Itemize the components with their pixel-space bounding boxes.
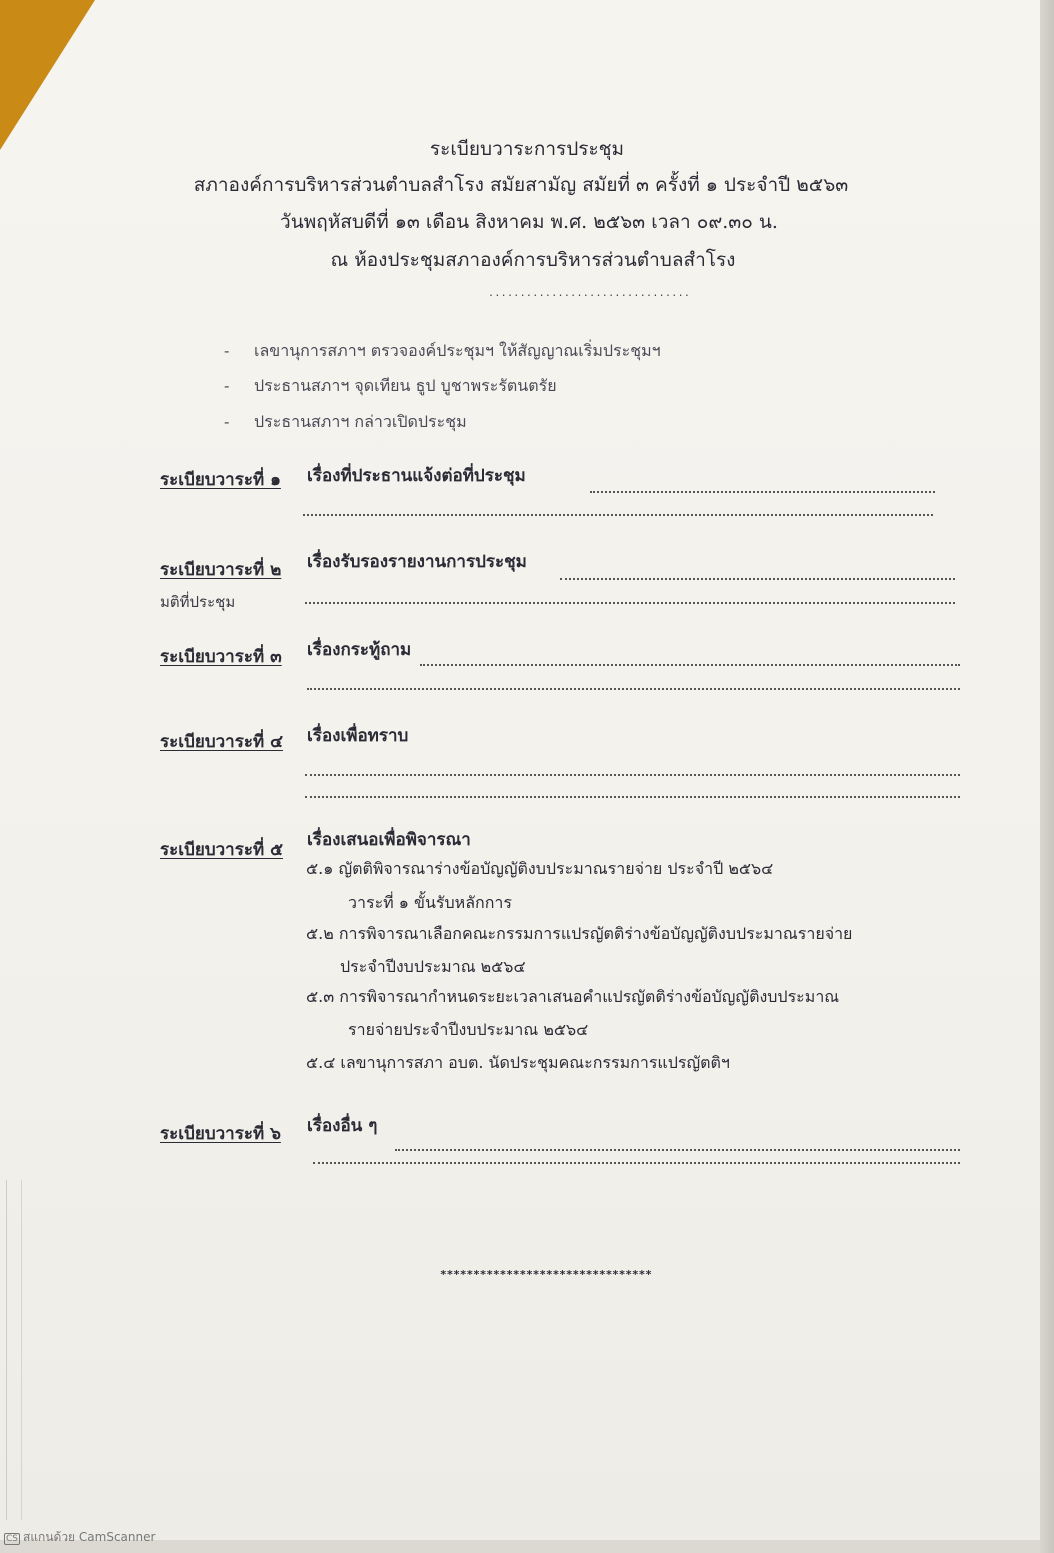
closing-asterisks: ******************************** [440,1268,652,1281]
agenda-2-title: เรื่องรับรองรายงานการประชุม [307,552,527,572]
fill-line [313,1160,960,1164]
meeting-date-line: วันพฤหัสบดีที่ ๑๓ เดือน สิงหาคม พ.ศ. ๒๕๖๓ เวลา ๐๙.๓๐ น. [280,211,778,233]
fill-line [420,662,960,666]
paper-stack-edge [6,1180,22,1520]
meeting-venue-line: ณ ห้องประชุมสภาองค์การบริหารส่วนตำบลสำโรง [330,249,736,271]
agenda-6-title: เรื่องอื่น ๆ [307,1116,378,1136]
fill-line [305,772,960,776]
agenda-5-item-1-detail: วาระที่ ๑ ขั้นรับหลักการ [348,893,512,912]
fill-line [305,794,960,798]
scanner-watermark [4,1528,155,1547]
opening-item-3: - ประธานสภาฯ กล่าวเปิดประชุม [224,412,467,431]
document-title: ระเบียบวาระการประชุม [429,138,625,160]
agenda-6-label: ระเบียบวาระที่ ๖ [160,1124,281,1144]
bullet-dash: - [224,341,230,360]
agenda-1-title: เรื่องที่ประธานแจ้งต่อที่ประชุม [307,466,526,486]
agenda-2-label: ระเบียบวาระที่ ๒ [160,560,282,580]
header-divider: ................................ [488,288,691,299]
opening-item-2: - ประธานสภาฯ จุดเทียน ธูป บูชาพระรัตนตรัย [224,376,557,395]
council-session-line: สภาองค์การบริหารส่วนตำบลสำโรง สมัยสามัญ สมัยที่ ๓ ครั้งที่ ๑ ประจำปี ๒๕๖๓ [193,174,849,196]
agenda-4-label: ระเบียบวาระที่ ๔ [160,732,283,752]
agenda-5-label: ระเบียบวาระที่ ๕ [160,840,283,860]
agenda-3-label: ระเบียบวาระที่ ๓ [160,647,282,667]
camscanner-logo-icon: CS [6,1534,18,1544]
agenda-5-title: เรื่องเสนอเพื่อพิจารณา [307,830,471,850]
agenda-5-item-2-detail: ประจำปีงบประมาณ ๒๕๖๔ [340,957,526,976]
bullet-dash: - [224,412,230,431]
fill-line [395,1147,960,1151]
resolution-label: มติที่ประชุม [160,593,236,611]
agenda-1-label: ระเบียบวาระที่ ๑ [160,470,281,490]
agenda-5-item-1: ๕.๑ ญัตติพิจารณาร่างข้อบัญญัติงบประมาณรายจ่าย ประจำปี ๒๕๖๔ [306,859,774,878]
agenda-4-title: เรื่องเพื่อทราบ [307,726,409,746]
bullet-dash: - [224,376,230,395]
agenda-5-item-2: ๕.๒ การพิจารณาเลือกคณะกรรมการแปรญัตติร่างข้อบัญญัติงบประมาณรายจ่าย [306,924,853,943]
fill-line [303,512,933,516]
fill-line [305,600,955,604]
opening-item-1: - เลขานุการสภาฯ ตรวจองค์ประชุมฯ ให้สัญญาณเริ่มประชุมฯ [224,341,661,360]
agenda-5-item-4: ๕.๔ เลขานุการสภา อบต. นัดประชุมคณะกรรมการแปรญัตติฯ [306,1053,730,1072]
agenda-5-item-3-detail: รายจ่ายประจำปีงบประมาณ ๒๕๖๔ [348,1020,589,1039]
agenda-5-item-3: ๕.๓ การพิจารณากำหนดระยะเวลาเสนอคำแปรญัตติร่างข้อบัญญัติงบประมาณ [306,987,840,1006]
fill-line [307,686,960,690]
fill-line [560,576,955,580]
folded-corner [0,0,95,150]
fill-line [590,489,935,493]
agenda-3-title: เรื่องกระทู้ถาม [307,640,412,660]
watermark-text: สแกนด้วย CamScanner [23,1530,156,1544]
